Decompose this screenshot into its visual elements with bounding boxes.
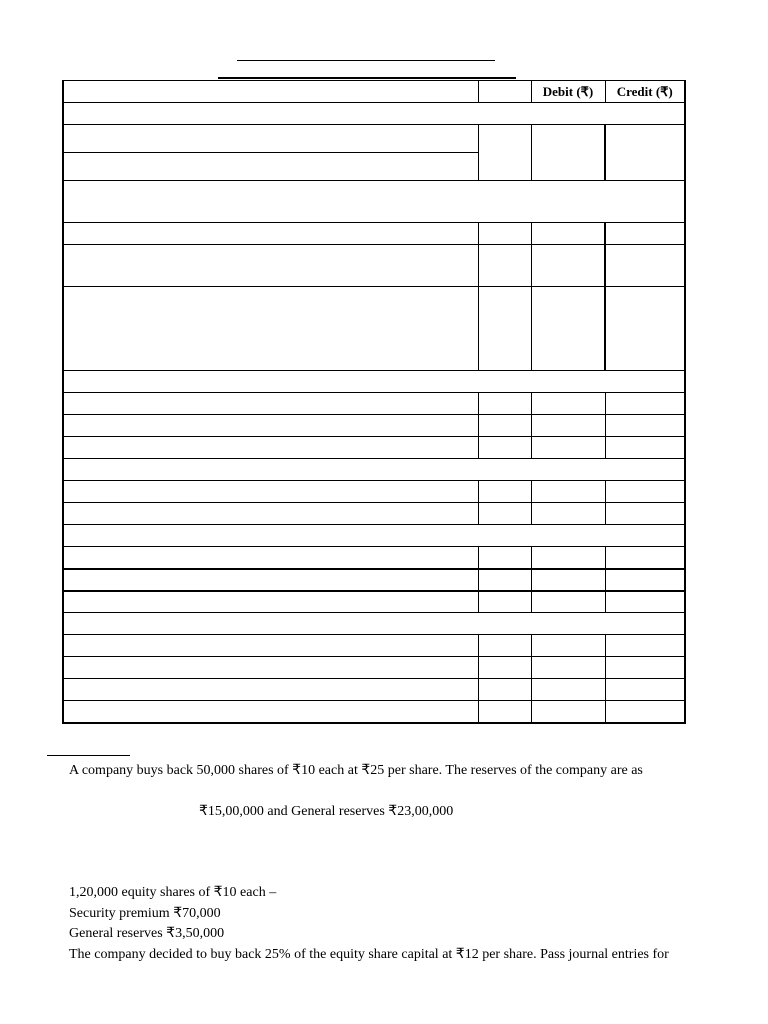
table-row [63, 437, 685, 459]
table-cell [63, 481, 478, 503]
table-cell [531, 701, 605, 723]
table-cell [63, 153, 478, 181]
table-cell [605, 503, 685, 525]
table-header-row [63, 81, 685, 103]
table-cell [531, 657, 605, 679]
table-row [63, 459, 685, 481]
table-cell [63, 103, 685, 125]
table-cell [605, 223, 685, 245]
table-row [63, 371, 685, 393]
reserves-text-line: ₹15,00,000 and General reserves ₹23,00,000 [199, 804, 454, 819]
table-cell [605, 547, 685, 569]
general-reserves-line: General reserves ₹3,50,000 [69, 926, 225, 941]
table-row [63, 481, 685, 503]
table-cell [531, 437, 605, 459]
table-row [63, 125, 685, 153]
table-cell [478, 569, 531, 591]
table-cell [63, 657, 478, 679]
table-cell [63, 287, 478, 371]
table-cell [531, 547, 605, 569]
title-underline-top [237, 60, 495, 61]
table-cell [605, 245, 685, 287]
table-cell [478, 657, 531, 679]
table-cell [531, 393, 605, 415]
table-cell [478, 701, 531, 723]
journal-table [62, 80, 686, 724]
header-particulars [63, 81, 478, 103]
table-cell [605, 481, 685, 503]
table-cell [63, 635, 478, 657]
table-cell [605, 657, 685, 679]
table-cell [531, 679, 605, 701]
table-cell [605, 679, 685, 701]
table-cell [478, 679, 531, 701]
table-cell [63, 393, 478, 415]
table-cell [63, 679, 478, 701]
table-row [63, 591, 685, 613]
table-cell [605, 591, 685, 613]
buyback-question-line: The company decided to buy back 25% of the equity share capital at ₹12 per share. Pass journal entries for [69, 947, 669, 962]
table-cell [531, 125, 605, 181]
table-cell [531, 481, 605, 503]
table-cell [478, 547, 531, 569]
table-cell [63, 613, 685, 635]
table-cell [478, 635, 531, 657]
table-cell [531, 415, 605, 437]
header-credit: Credit (₹) [605, 81, 685, 103]
table-cell [63, 415, 478, 437]
table-row [63, 569, 685, 591]
table-cell [605, 393, 685, 415]
table-cell [478, 287, 531, 371]
table-cell [605, 635, 685, 657]
table-row [63, 103, 685, 125]
table-row [63, 613, 685, 635]
table-row [63, 657, 685, 679]
table-cell [63, 547, 478, 569]
security-premium-line: Security premium ₹70,000 [69, 906, 221, 921]
header-debit: Debit (₹) [531, 81, 605, 103]
table-row [63, 287, 685, 371]
table-cell [478, 481, 531, 503]
table-cell [63, 125, 478, 153]
table-cell [63, 223, 478, 245]
question-text-line: A company buys back 50,000 shares of ₹10 each at ₹25 per share. The reserves of the company are as [69, 763, 643, 778]
table-cell [63, 525, 685, 547]
table-cell [605, 701, 685, 723]
table-row [63, 393, 685, 415]
table-cell [531, 503, 605, 525]
table-cell [63, 181, 685, 223]
table-cell [478, 591, 531, 613]
table-cell [63, 437, 478, 459]
table-cell [478, 125, 531, 181]
table-cell [478, 223, 531, 245]
table-cell [605, 569, 685, 591]
table-cell [63, 591, 478, 613]
table-cell [531, 223, 605, 245]
table-cell [478, 415, 531, 437]
table-cell [63, 701, 478, 723]
table-cell [63, 371, 685, 393]
table-cell [605, 415, 685, 437]
table-cell [63, 245, 478, 287]
table-row [63, 245, 685, 287]
table-row [63, 525, 685, 547]
separator-rule [47, 755, 130, 756]
table-cell [531, 591, 605, 613]
table-cell [63, 569, 478, 591]
table-cell [478, 393, 531, 415]
title-underline-bottom [218, 77, 516, 79]
table-cell [531, 635, 605, 657]
table-cell [478, 503, 531, 525]
table-cell [478, 437, 531, 459]
shares-text-line: 1,20,000 equity shares of ₹10 each – [69, 885, 277, 900]
table-cell [531, 245, 605, 287]
table-row [63, 181, 685, 223]
table-row [63, 701, 685, 723]
table-cell [63, 503, 478, 525]
table-cell [63, 459, 685, 481]
table-cell [478, 245, 531, 287]
table-row [63, 503, 685, 525]
table-row [63, 223, 685, 245]
table-row [63, 679, 685, 701]
table-cell [605, 125, 685, 181]
table-row [63, 415, 685, 437]
table-cell [531, 287, 605, 371]
table-cell [605, 437, 685, 459]
table-cell [605, 287, 685, 371]
header-lf [478, 81, 531, 103]
table-row [63, 547, 685, 569]
table-row [63, 635, 685, 657]
table-cell [531, 569, 605, 591]
